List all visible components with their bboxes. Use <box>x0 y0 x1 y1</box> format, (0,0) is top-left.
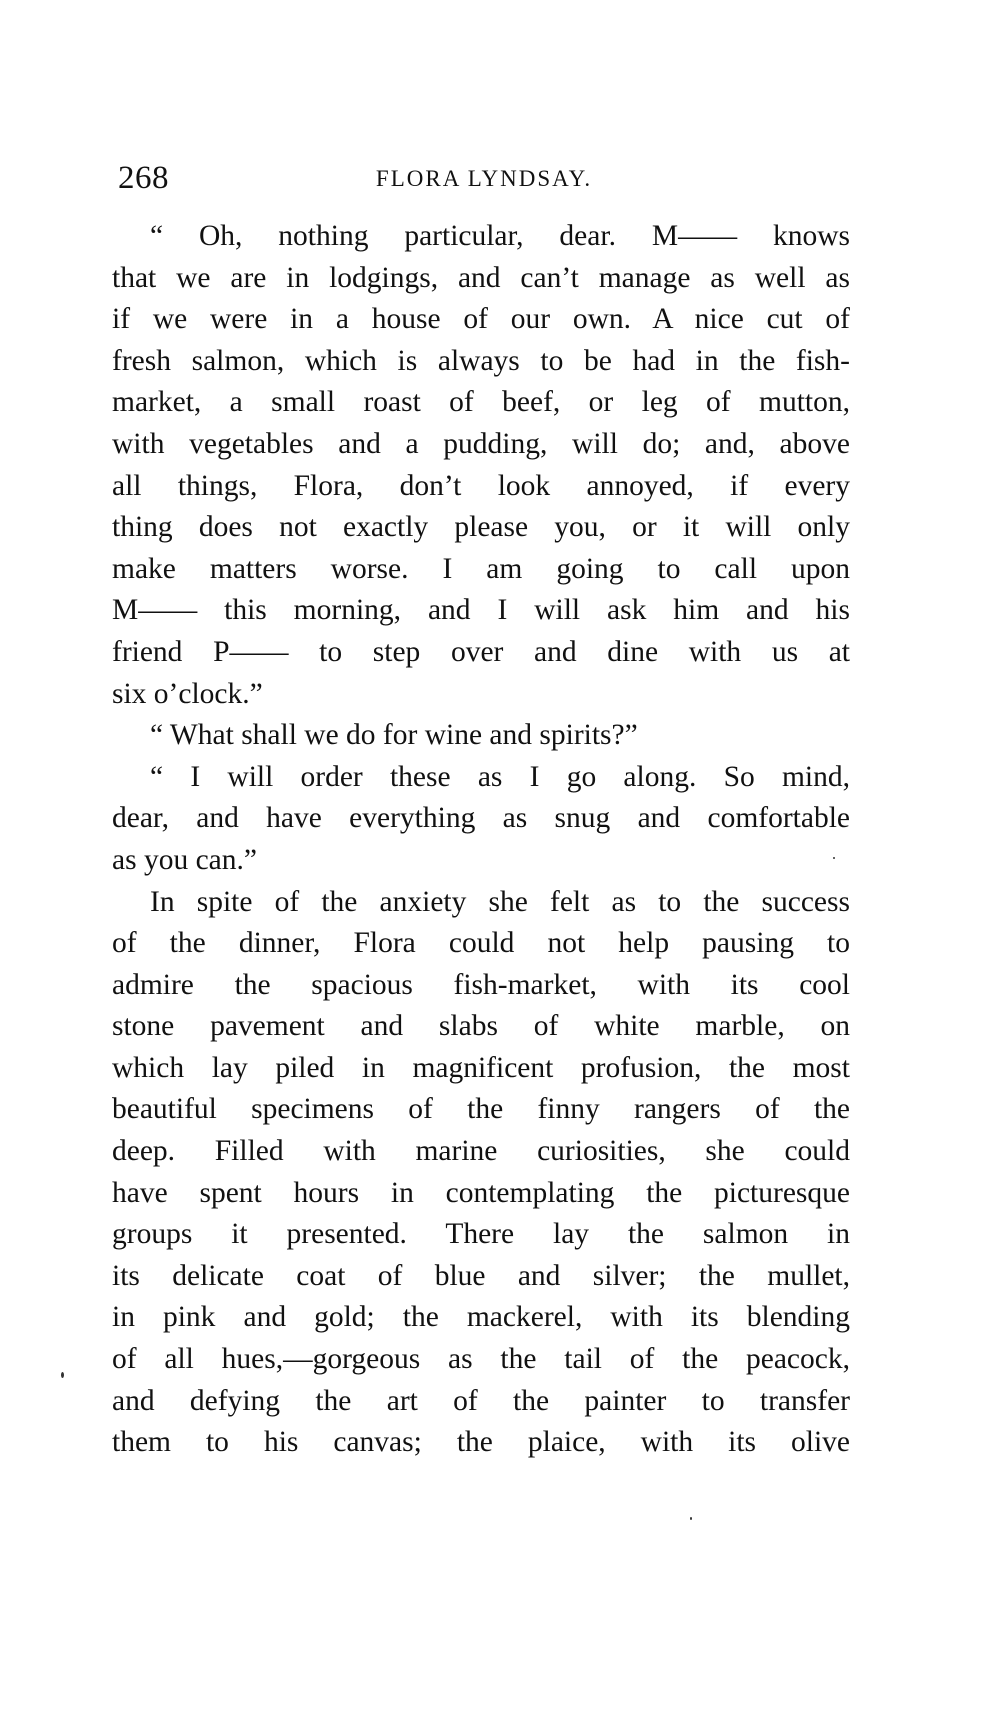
text-line: as you can.” <box>112 843 257 876</box>
text-line: that we are in lodgings, and can’t manage as well as <box>112 261 850 294</box>
text-line: “ What shall we do for wine and spirits?” <box>150 719 638 752</box>
text-line: of all hues,—gorgeous as the tail of the peacock, <box>112 1343 850 1376</box>
text-line: which lay piled in magnificent profusion, the most <box>112 1051 850 1084</box>
text-line: of the dinner, Flora could not help pausing to <box>112 927 850 960</box>
text-line: with vegetables and a pudding, will do; and, above <box>112 427 850 460</box>
text-line: them to his canvas; the plaice, with its olive <box>112 1426 850 1459</box>
paper-speck <box>833 857 835 859</box>
paper-speck <box>61 1372 64 1378</box>
text-line: all things, Flora, don’t look annoyed, if every <box>112 469 850 502</box>
text-line: have spent hours in contemplating the picturesque <box>112 1176 850 1209</box>
text-line: groups it presented. There lay the salmon in <box>112 1218 850 1251</box>
text-line: make matters worse. I am going to call upon <box>112 552 850 585</box>
paper-speck <box>690 1517 692 1520</box>
text-line: deep. Filled with marine curiosities, she could <box>112 1135 850 1168</box>
text-line: stone pavement and slabs of white marble, on <box>112 1010 850 1043</box>
text-line: dear, and have everything as snug and comfortable <box>112 802 850 835</box>
text-line: admire the spacious fish-market, with its cool <box>112 968 850 1001</box>
text-line: six o’clock.” <box>112 677 263 710</box>
text-line: “ Oh, nothing particular, dear. M—— knows <box>150 220 850 252</box>
text-line: beautiful specimens of the finny rangers of the <box>112 1093 850 1126</box>
page-number: 268 <box>118 160 169 196</box>
body-text <box>112 216 850 1464</box>
text-line: and defying the art of the painter to transfer <box>112 1384 850 1417</box>
text-line: its delicate coat of blue and silver; the mullet, <box>112 1259 850 1292</box>
running-head <box>118 160 850 200</box>
text-line: fresh salmon, which is always to be had in the fish- <box>112 344 850 377</box>
text-line: friend P—— to step over and dine with us at <box>112 635 850 668</box>
book-title: FLORA LYNDSAY. <box>375 166 593 191</box>
text-line: M—— this morning, and I will ask him and his <box>112 594 850 627</box>
text-line: “ I will order these as I go along. So mind, <box>150 760 850 793</box>
text-line: in pink and gold; the mackerel, with its blending <box>112 1301 850 1334</box>
text-line: thing does not exactly please you, or it will only <box>112 511 850 544</box>
text-line: In spite of the anxiety she felt as to the success <box>150 885 850 918</box>
text-line: market, a small roast of beef, or leg of mutton, <box>112 386 850 419</box>
text-line: if we were in a house of our own. A nice cut of <box>112 303 850 336</box>
